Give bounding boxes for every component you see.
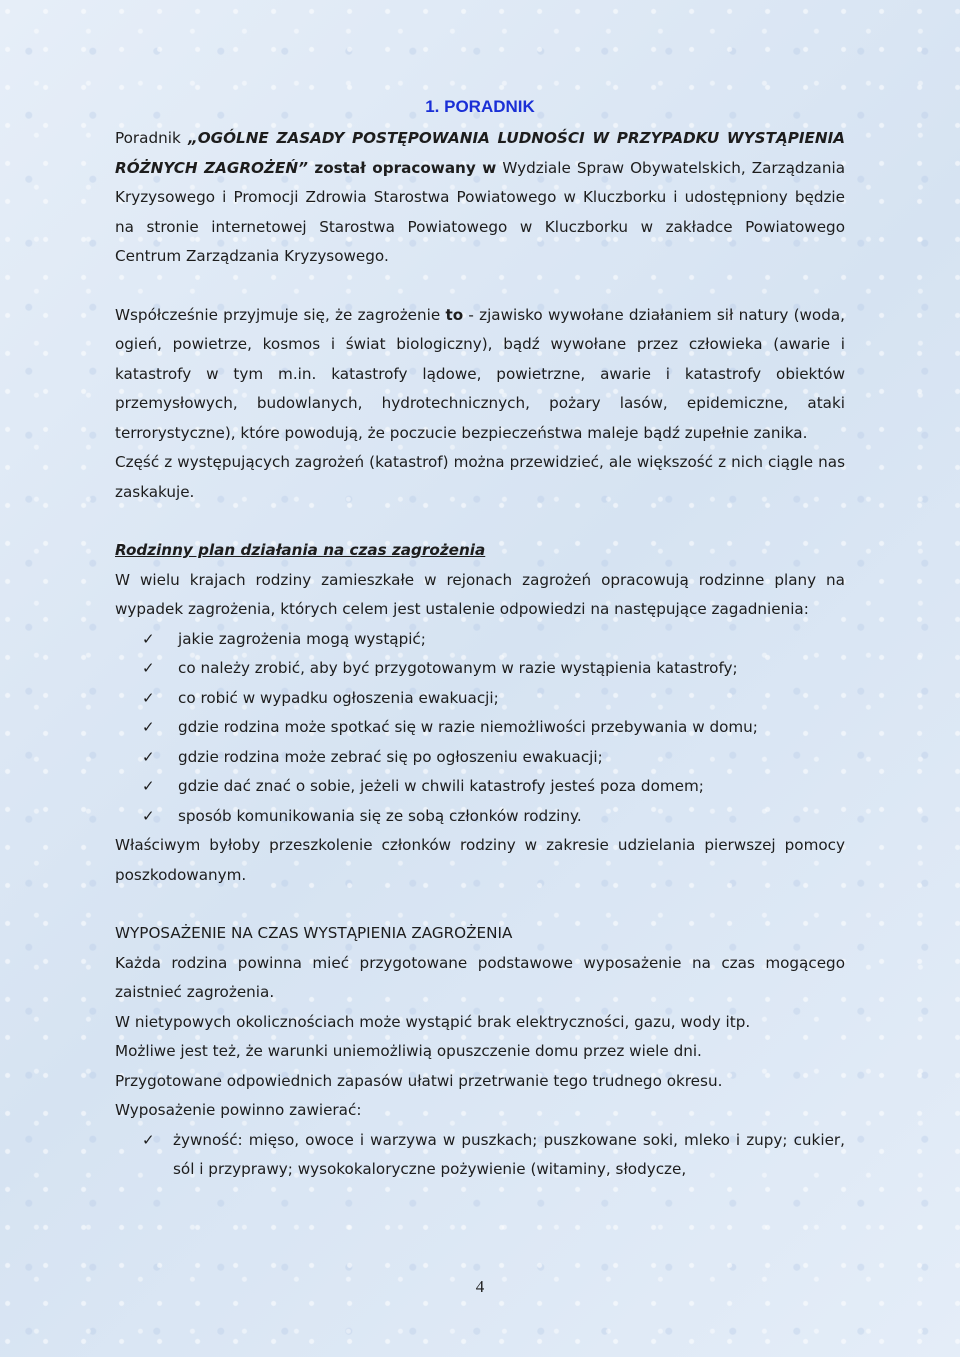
check-icon: ✓ — [142, 1130, 155, 1149]
intro-text-2: Wydziale Spraw Obywatelskich, Zarządzania Kryzysowego i Promocji Zdrowia Starostwa Powiatowego w Kluczborku i udostępniony będzie na stronie internetowej Starostwa Powiatowego w Kluczborku w zakładce Powiatowego Centrum Zarządzania Kryzysowego. — [115, 158, 846, 265]
equipment-paragraph-5: Wyposażenie powinno zawierać: — [115, 1101, 362, 1119]
list-item: ✓ co robić w wypadku ogłoszenia ewakuacji; — [115, 684, 845, 714]
intro-text-1: Poradnik — [115, 129, 188, 147]
list-item: ✓ co należy zrobić, aby być przygotowanym w razie wystąpienia katastrofy; — [115, 654, 845, 684]
check-icon: ✓ — [142, 718, 155, 736]
guide-title: „OGÓLNE ZASADY POSTĘPOWANIA LUDNOŚCI W PRZYPADKU WYSTĄPIENIA RÓŻNYCH ZAGROŻEŃ” — [115, 129, 845, 177]
equipment-paragraph-3: Możliwe jest też, że warunki uniemożliwią opuszczenie domu przez wiele dni. — [115, 1042, 702, 1060]
check-icon: ✓ — [142, 747, 155, 766]
family-plan-list — [115, 625, 845, 832]
check-icon: ✓ — [142, 688, 155, 707]
threat-text-bold: to — [445, 305, 464, 324]
list-item: ✓ gdzie dać znać o sobie, jeżeli w chwili katastrofy jesteś poza domem; — [115, 772, 845, 802]
intro-bold-text: został opracowany w — [307, 158, 497, 177]
equipment-paragraph-2: W nietypowych okolicznościach może wystąpić brak elektryczności, gazu, wody itp. — [115, 1012, 751, 1031]
intro-paragraph — [115, 124, 845, 272]
threat-text-a: Współcześnie przyjmuje się, że zagrożenie — [115, 305, 446, 324]
equipment-paragraph-1: Każda rodzina powinna mieć przygotowane podstawowe wyposażenie na czas mogącego zaistnieć zagrożenia. — [115, 953, 845, 1001]
section-title: 1. PORADNIK — [425, 97, 535, 116]
check-icon: ✓ — [142, 659, 155, 677]
equipment-paragraph-4: Przygotowane odpowiednich zapasów ułatwi przetrwanie tego trudnego okresu. — [115, 1071, 723, 1090]
equipment-list — [115, 1126, 845, 1185]
list-item: ✓ sposób komunikowania się ze sobą członków rodziny. — [115, 802, 845, 832]
list-item: ✓ gdzie rodzina może zebrać się po ogłoszeniu ewakuacji; — [115, 743, 845, 773]
threat-predict-paragraph: Część z występujących zagrożeń (katastrof) można przewidzieć, ale większość z nich ciągle nas zaskakuje. — [115, 453, 845, 501]
check-icon: ✓ — [142, 777, 155, 795]
list-item: ✓ żywność: mięso, owoce i warzywa w puszkach; puszkowane soki, mleko i zupy; cukier, sól i przyprawy; wysokokaloryczne pożywienie (witaminy, słodycze, — [115, 1126, 845, 1185]
threat-definition-paragraph — [115, 301, 845, 449]
list-item: ✓ gdzie rodzina może spotkać się w razie niemożliwości przebywania w domu; — [115, 713, 845, 743]
page-number: 4 — [475, 1277, 485, 1296]
equipment-heading: WYPOSAŻENIE NA CZAS WYSTĄPIENIA ZAGROŻENIA — [115, 924, 513, 942]
document-page — [115, 95, 845, 1185]
family-plan-intro: W wielu krajach rodziny zamieszkałe w rejonach zagrożeń opracowują rodzinne plany na wypadek zagrożenia, których celem jest ustalenie odpowiedzi na następujące zagadnienia: — [115, 570, 845, 618]
check-icon: ✓ — [142, 806, 155, 825]
family-plan-heading: Rodzinny plan działania na czas zagrożenia — [115, 541, 486, 559]
list-item: ✓ jakie zagrożenia mogą wystąpić; — [115, 625, 845, 655]
threat-text-c: - zjawisko wywołane działaniem sił natury (woda, ogień, powietrze, kosmos i świat biologiczny), bądź wywołane przez człowieka (awarie i katastrofy w tym m.in. katastrofy lądowe, powietrzne, awarie i katastrofy obiektów przemysłowych, budowlanych, hydrotechnicznych, pożary lasów, epidemiczne, ataki terrorystyczne), które powodują, że poczucie bezpieczeństwa maleje bądź zupełnie zanika. — [115, 305, 845, 442]
check-icon: ✓ — [142, 629, 155, 648]
first-aid-paragraph: Właściwym byłoby przeszkolenie członków rodziny w zakresie udzielania pierwszej pomocy poszkodowanym. — [115, 836, 845, 884]
